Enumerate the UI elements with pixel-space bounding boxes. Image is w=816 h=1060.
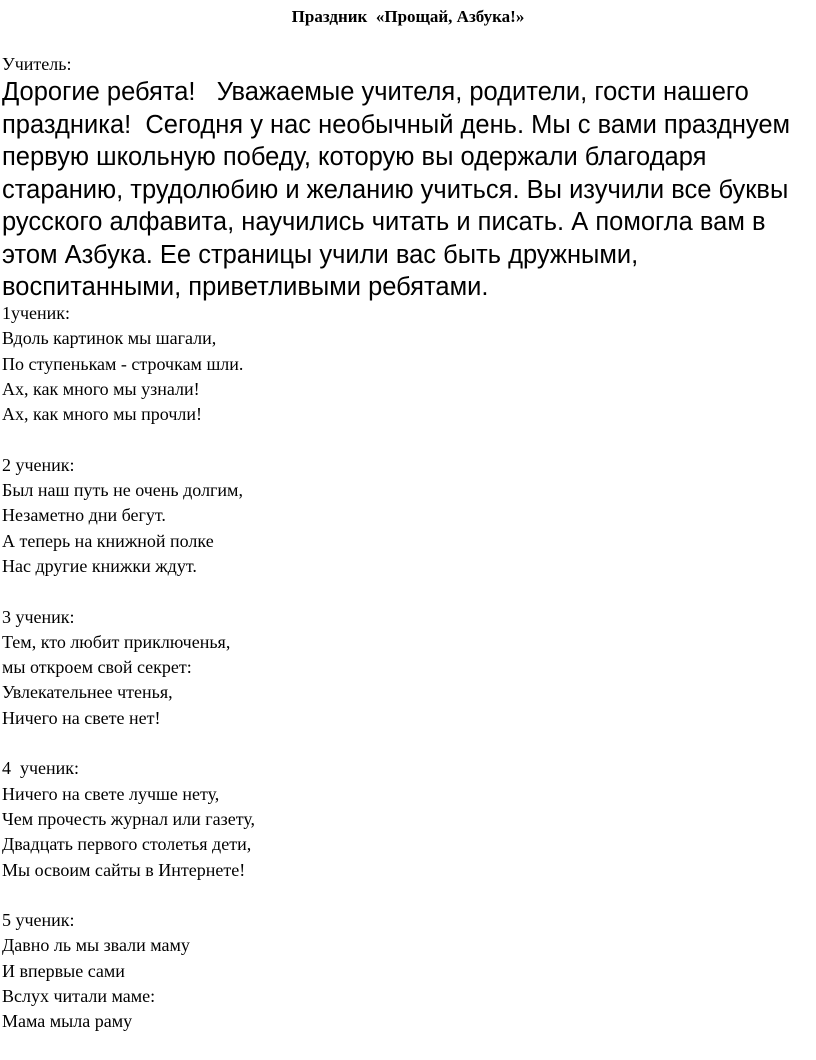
verse-line: Чем прочесть журнал или газету, — [2, 808, 256, 829]
verse-line: Тем, кто любит приключенья, — [2, 631, 231, 652]
stanza-speaker: 1ученик: — [2, 303, 71, 323]
verse-line: По ступенькам - строчкам шли. — [2, 353, 244, 374]
student-stanza-1 — [2, 301, 802, 427]
student-stanza-4 — [2, 756, 802, 882]
student-stanza-5 — [2, 908, 802, 1034]
teacher-speech-line: первую школьную победу, которую вы одержали благодаря — [2, 143, 707, 171]
student-stanza-2 — [2, 453, 802, 579]
verse-line: А теперь на книжной полке — [2, 530, 214, 551]
verse-line: Мама мыла раму — [2, 1011, 133, 1032]
teacher-speech — [2, 76, 802, 304]
verse-line: Вдоль картинок мы шагали, — [2, 328, 217, 349]
student-stanza-3 — [2, 605, 802, 731]
document-title: Праздник «Прощай, Азбука!» — [291, 7, 525, 26]
teacher-speech-line: праздника! Сегодня у нас необычный день. Мы с вами празднуем — [2, 110, 791, 139]
verse-line: Ах, как много мы узнали! — [2, 378, 200, 399]
teacher-speech-line: старанию, трудолюбию и желанию учиться. Вы изучили все буквы — [2, 175, 789, 204]
teacher-speech-line: этом Азбука. Ее страницы учили вас быть дружными, — [2, 240, 639, 269]
verse-line: Незаметно дни бегут. — [2, 505, 166, 526]
stanza-speaker: 3 ученик: — [2, 606, 75, 627]
verse-line: Ничего на свете лучше нету, — [2, 783, 220, 804]
verse-line: Ах, как много мы прочли! — [2, 404, 202, 425]
verse-line: И впервые сами — [2, 960, 125, 981]
verse-line: Давно ль мы звали маму — [2, 935, 190, 956]
teacher-speech-line: воспитанными, приветливыми ребятами. — [2, 273, 489, 301]
verse-line: Двадцать первого столетья дети, — [2, 834, 252, 855]
stanza-speaker: 5 ученик: — [2, 910, 75, 931]
student-verses — [2, 301, 802, 1060]
verse-line: Нас другие книжки ждут. — [2, 555, 197, 576]
verse-line: Вслух читали маме: — [2, 986, 156, 1007]
stanza-speaker: 4 ученик: — [2, 758, 80, 779]
verse-line: Был наш путь не очень долгим, — [2, 480, 243, 501]
verse-line: Мы освоим сайты в Интернете! — [2, 859, 246, 880]
teacher-speech-line: Дорогие ребята! Уважаемые учителя, родители, гости нашего — [2, 78, 749, 106]
verse-line: мы откроем свой секрет: — [2, 657, 192, 678]
verse-line: Ничего на свете нет! — [2, 707, 161, 728]
stanza-speaker: 2 ученик: — [2, 454, 75, 475]
teacher-label: Учитель: — [2, 54, 72, 74]
teacher-speech-line: русского алфавита, научились читать и писать. А помогла вам в — [2, 208, 766, 236]
verse-line: Увлекательнее чтенья, — [2, 682, 173, 703]
